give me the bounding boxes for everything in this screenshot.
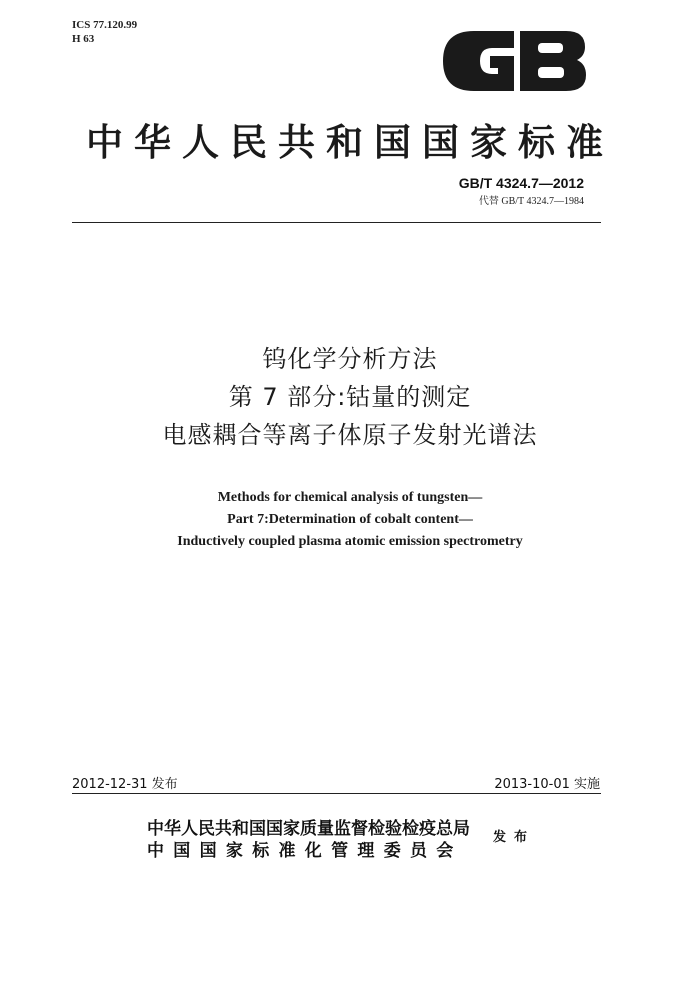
title-cn-line-3: 电感耦合等离子体原子发射光谱法: [162, 421, 538, 449]
english-title-block: [0, 487, 700, 553]
standard-code-block: [459, 175, 584, 207]
title-cn-line-2: 第 7 部分:钴量的测定: [228, 383, 472, 411]
chinese-title-block: [0, 340, 700, 454]
issue-label: 发布: [493, 830, 536, 845]
title-en-line-3: Inductively coupled plasma atomic emission spectrometry: [177, 534, 523, 549]
title-cn-line-1: 钨化学分析方法: [262, 345, 438, 373]
footer-divider: [72, 793, 601, 794]
standard-code: GB/T 4324.7—2012: [458, 175, 584, 191]
ics-code: ICS 77.120.99: [72, 19, 138, 31]
ccs-code: H 63: [72, 33, 95, 45]
header-divider: [72, 222, 601, 223]
title-en-line-1: Methods for chemical analysis of tungsten—: [217, 490, 483, 505]
gb-logo: [440, 28, 588, 94]
publish-date: 2012-12-31 发布: [72, 777, 178, 792]
issuing-authorities: [147, 818, 470, 862]
title-en-line-2: Part 7:Determination of cobalt content—: [227, 512, 473, 527]
effective-date: 2013-10-01 实施: [494, 777, 600, 792]
issuer-1: 中华人民共和国国家质量监督检验检疫总局: [147, 819, 470, 839]
replaced-standard-code: 代替 GB/T 4324.7—1984: [478, 196, 584, 207]
classification-codes: [72, 18, 137, 46]
issuer-2: 中国国家标准化管理委员会: [147, 841, 463, 861]
standard-title: 中华人民共和国国家标准: [86, 120, 614, 164]
